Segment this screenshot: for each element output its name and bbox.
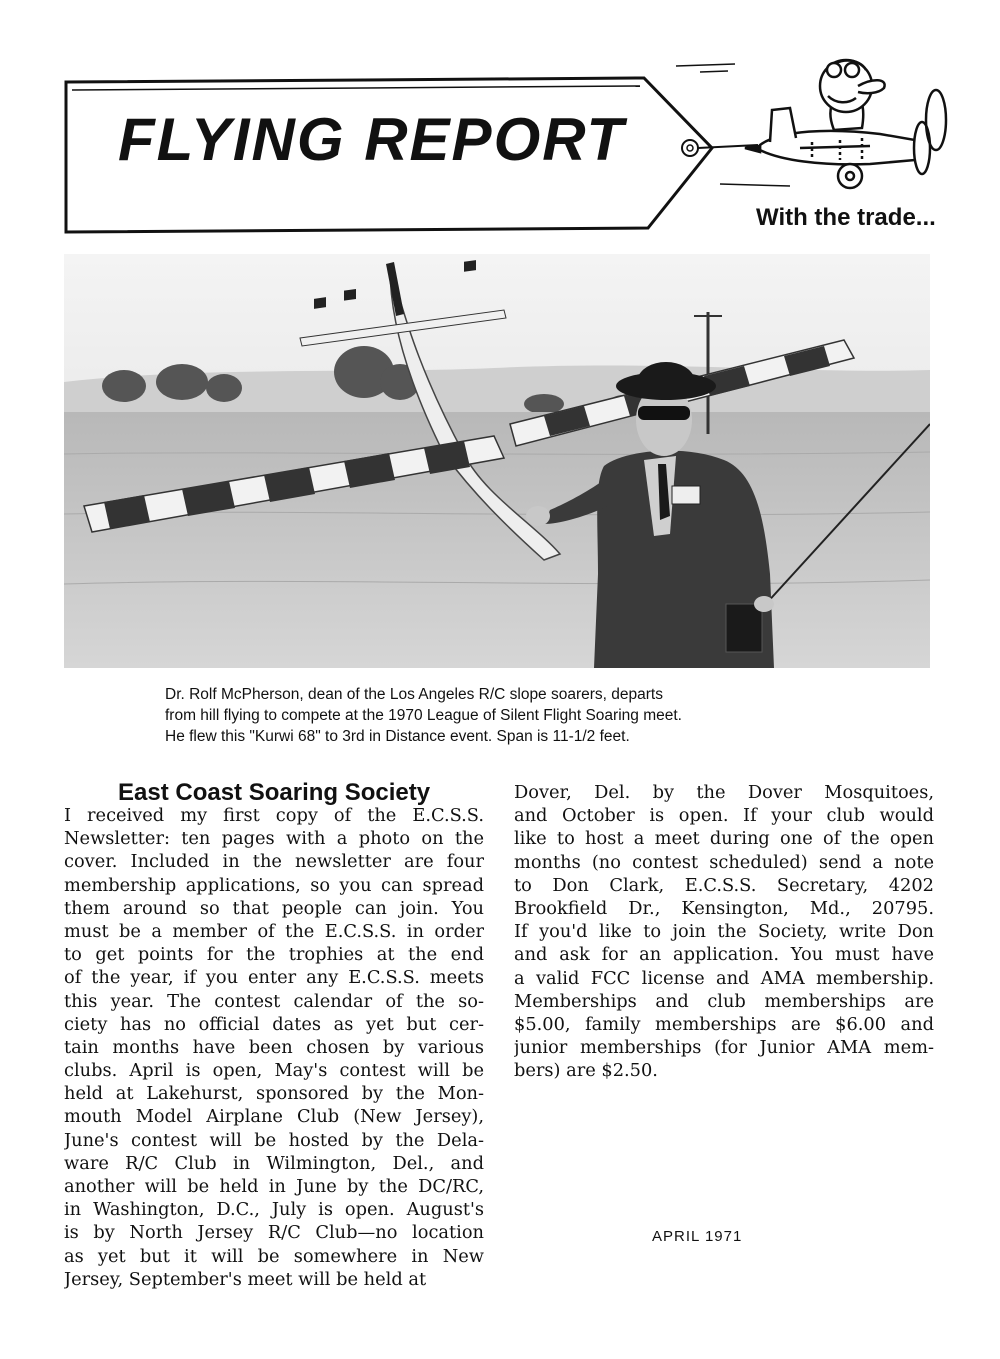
text-line: clubs. April is open, May's contest will be bbox=[64, 1060, 484, 1082]
text-line: bers) are $2.50. bbox=[514, 1060, 658, 1082]
photo-image bbox=[64, 254, 930, 668]
text-line: Newsletter: ten pages with a photo on the bbox=[64, 828, 484, 850]
article-column-left bbox=[64, 804, 484, 1291]
text-line: to get points for the trophies at the end bbox=[64, 944, 484, 966]
caption-line: from hill flying to compete at the 1970 League of Silent Flight Soaring meet. bbox=[165, 707, 682, 724]
cartoon-pilot-icon bbox=[820, 60, 885, 130]
text-line: June's contest will be hosted by the Dela- bbox=[64, 1129, 484, 1151]
text-line: tain months have been chosen by various bbox=[64, 1036, 484, 1058]
text-line: ware R/C Club in Wilmington, Del., and bbox=[64, 1152, 484, 1174]
text-line: cover. Included in the newsletter are four bbox=[64, 851, 484, 873]
text-line: months (no contest scheduled) send a note bbox=[514, 851, 934, 873]
text-line: and October is open. If your club would bbox=[514, 805, 934, 827]
text-line: If you'd like to join the Society, write Don bbox=[514, 921, 934, 943]
issue-date: APRIL 1971 bbox=[652, 1228, 743, 1245]
text-line: mouth Model Airplane Club (New Jersey), bbox=[64, 1106, 484, 1128]
text-line: them around so that people can join. You bbox=[64, 897, 484, 919]
text-line: of the year, if you enter any E.C.S.S. meets bbox=[64, 967, 484, 989]
text-line: membership applications, so you can spread bbox=[64, 874, 484, 896]
text-line: I received my first copy of the E.C.S.S. bbox=[64, 805, 484, 826]
text-line: Brookfield Dr., Kensington, Md., 20795. bbox=[514, 897, 934, 919]
glider-photo bbox=[64, 254, 930, 668]
text-line: held at Lakehurst, sponsored by the Mon- bbox=[64, 1083, 484, 1105]
flying-report-banner bbox=[0, 0, 1000, 250]
text-line: a valid FCC license and AMA membership. bbox=[514, 967, 934, 989]
text-line: $5.00, family memberships are $6.00 and bbox=[514, 1013, 934, 1035]
text-line: is by North Jersey R/C Club—no location bbox=[64, 1222, 484, 1244]
text-line: Memberships and club memberships are bbox=[514, 990, 934, 1012]
text-line: junior memberships (for Junior AMA mem- bbox=[514, 1037, 934, 1059]
text-line: this year. The contest calendar of the so- bbox=[64, 990, 484, 1012]
text-line: must be a member of the E.C.S.S. in order bbox=[64, 920, 484, 942]
text-line: in Washington, D.C., July is open. August's bbox=[64, 1199, 484, 1221]
article-heading: East Coast Soaring Society bbox=[118, 779, 431, 806]
text-line: to Don Clark, E.C.S.S. Secretary, 4202 bbox=[514, 874, 934, 896]
text-line: like to host a meet during one of the open bbox=[514, 828, 934, 850]
photo-caption bbox=[165, 684, 855, 747]
text-line: as yet but it will be somewhere in New bbox=[64, 1245, 484, 1267]
text-line: Jersey, September's meet will be held at bbox=[64, 1268, 427, 1290]
caption-line: He flew this "Kurwi 68" to 3rd in Distance event. Span is 11-1/2 feet. bbox=[165, 728, 630, 745]
text-line: another will be held in June by the DC/RC, bbox=[64, 1176, 484, 1197]
transmitter-icon bbox=[726, 604, 762, 652]
article-column-right bbox=[514, 781, 934, 1082]
caption-line: Dr. Rolf McPherson, dean of the Los Angeles R/C slope soarers, departs bbox=[165, 686, 663, 703]
text-line: and ask for an application. You must have bbox=[514, 944, 934, 966]
text-line: Dover, Del. by the Dover Mosquitoes, bbox=[514, 782, 934, 803]
text-line: ciety has no official dates as yet but cer- bbox=[64, 1013, 484, 1035]
page-title: FLYING REPORT bbox=[118, 106, 626, 173]
section-subtitle: With the trade... bbox=[756, 204, 936, 231]
